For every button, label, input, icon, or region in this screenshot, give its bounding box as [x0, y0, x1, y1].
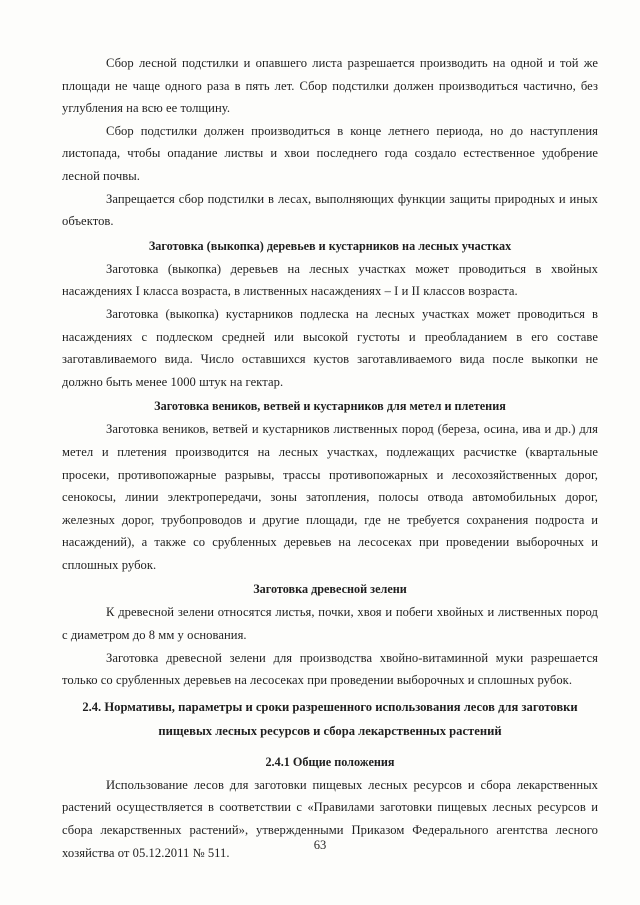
chapter-heading	[62, 695, 598, 743]
paragraph: К древесной зелени относятся листья, почки, хвоя и побеги хвойных и лиственных пород с диаметром до 8 мм у основания.	[62, 605, 598, 643]
paragraph: Заготовка (выкопка) кустарников подлеска на лесных участках может проводиться в насаждениях с подлеском средней или высокой густоты и преобладанием в его составе заготавливаемого вида. Число оставшихся кустов заготавливаемого вида после выкопки не должно быть менее 1000 штук на гектар.	[62, 306, 598, 389]
paragraph: Сбор лесной подстилки и опавшего листа разрешается производить на одной и той же площади не чаще одного раза в пять лет. Сбор подстилки должен производиться частично, без углубления на всю ее толщину.	[62, 56, 598, 116]
subsection-heading: 2.4.1 Общие положения	[265, 754, 395, 769]
chapter-heading-line-2: пищевых лесных ресурсов и сбора лекарственных растений	[158, 723, 502, 738]
paragraph: Заготовка древесной зелени для производства хвойно-витаминной муки разрешается только со срубленных деревьев на лесосеках при проведении выборочных и сплошных рубок.	[62, 650, 598, 688]
paragraph: Заготовка (выкопка) деревьев на лесных участках может проводиться в хвойных насаждениях I класса возраста, в лиственных насаждениях – I и II классов возраста.	[62, 261, 598, 299]
paragraph: Использование лесов для заготовки пищевых лесных ресурсов и сбора лекарственных растений осуществляется в соответствии с «Правилами заготовки пищевых лесных ресурсов и сбора лекарственных растений», утвержденными Приказом Федерального агентства лесного хозяйства от 05.12.2011 № 511.	[62, 777, 598, 860]
paragraph: Сбор подстилки должен производиться в конце летнего периода, но до наступления листопада, чтобы опадание листвы и хвои последнего года создало естественное удобрение лесной почвы.	[62, 123, 598, 183]
section-heading: Заготовка (выкопка) деревьев и кустарников на лесных участках	[148, 238, 512, 253]
paragraph: Запрещается сбор подстилки в лесах, выполняющих функции защиты природных и иных объектов.	[62, 191, 598, 229]
section-heading: Заготовка веников, ветвей и кустарников для метел и плетения	[154, 399, 506, 414]
page-number: 63	[313, 838, 327, 852]
section-heading: Заготовка древесной зелени	[253, 582, 407, 597]
document-body	[62, 52, 598, 864]
paragraph: Заготовка веников, ветвей и кустарников лиственных пород (береза, осина, ива и др.) для метел и плетения производится на лесных участках, подлежащих расчистке (квартальные просеки, противопожарные разрывы, трассы противопожарных и лесохозяйственных дорог, сенокосы, линии электропередачи, зоны затопления, полосы отвода автомобильных дорог, железных дорог, трубопроводов и другие площади, где не требуется сохранения подроста и насаждений), а также со срубленных деревьев на лесосеках при проведении выборочных и сплошных рубок.	[62, 422, 598, 572]
chapter-heading-line-1: 2.4. Нормативы, параметры и сроки разрешенного использования лесов для заготовки	[82, 699, 578, 714]
